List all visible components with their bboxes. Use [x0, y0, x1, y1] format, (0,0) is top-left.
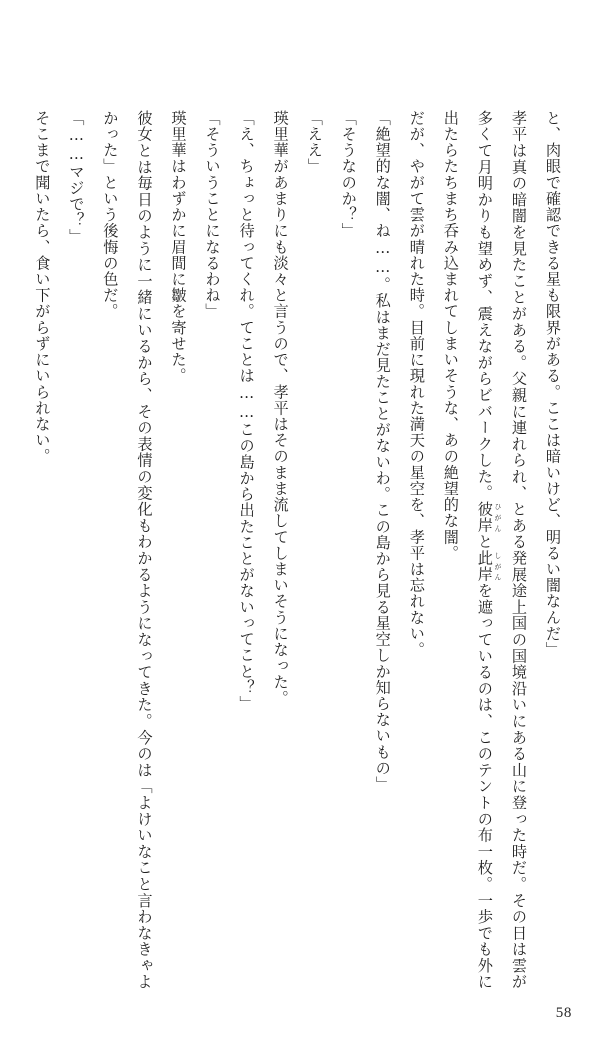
- paragraph-with-ruby: 孝平は真の暗闇を見たことがある。父親に連れられ、とある発展途上国の国境沿いにある山に登った時だ。その日は雲が多くて月明かりも望めず、震えながらビバークした。彼岸 ひがんと此岸 しがんを遮っているのは、このテントの布一枚。一歩でも外に出たらたちまち呑み込まれてしまいそうな、あの絶望的な闇。: [441, 110, 528, 990]
- dialogue-line: 「そういうことになるわね」: [203, 110, 222, 320]
- paragraph: だが、やがて雲が晴れた時。目前に現れた満天の星空を、孝平は忘れない。: [407, 110, 426, 658]
- paragraph: 瑛里華があまりにも淡々と言うので、孝平はそのまま流してしまいそうになった。: [271, 110, 290, 707]
- dialogue-line: 「絶望的な闇、ね……。私はまだ見たことがないわ。この島から見る星空しか知らないもの」: [373, 110, 392, 793]
- paragraph-with-ruby: 彼女とは毎日のように一緒にいるから、その表情の変化もわかるようになってきた。今のは「よけいなこと言わなきゃよかった」という後悔の色だ。: [101, 110, 154, 990]
- dialogue-line: 「そうなのか？」: [339, 110, 358, 239]
- page-number: 58: [555, 1005, 572, 1021]
- paragraph: そこまで聞いたら、食い下がらずにいられない。: [33, 110, 52, 465]
- ruby-shigan: 此岸 しがん: [475, 550, 501, 583]
- ruby-higan: 彼岸 ひがん: [475, 501, 501, 534]
- vertical-text-body: [33, 110, 570, 990]
- dialogue-line: 「え、ちょっと待ってくれ。てことは……この島から出たことがないってこと？」: [237, 110, 256, 712]
- dialogue-line: 「ええ」: [305, 110, 324, 175]
- dialogue-line: 「……マジで？」: [67, 110, 86, 245]
- paragraph: と、肉眼で確認できる星も限界がある。ここは暗いけど、明るい闇なんだ」: [544, 110, 562, 658]
- paragraph: 瑛里華はわずかに眉間に皺を寄せた。: [169, 110, 188, 384]
